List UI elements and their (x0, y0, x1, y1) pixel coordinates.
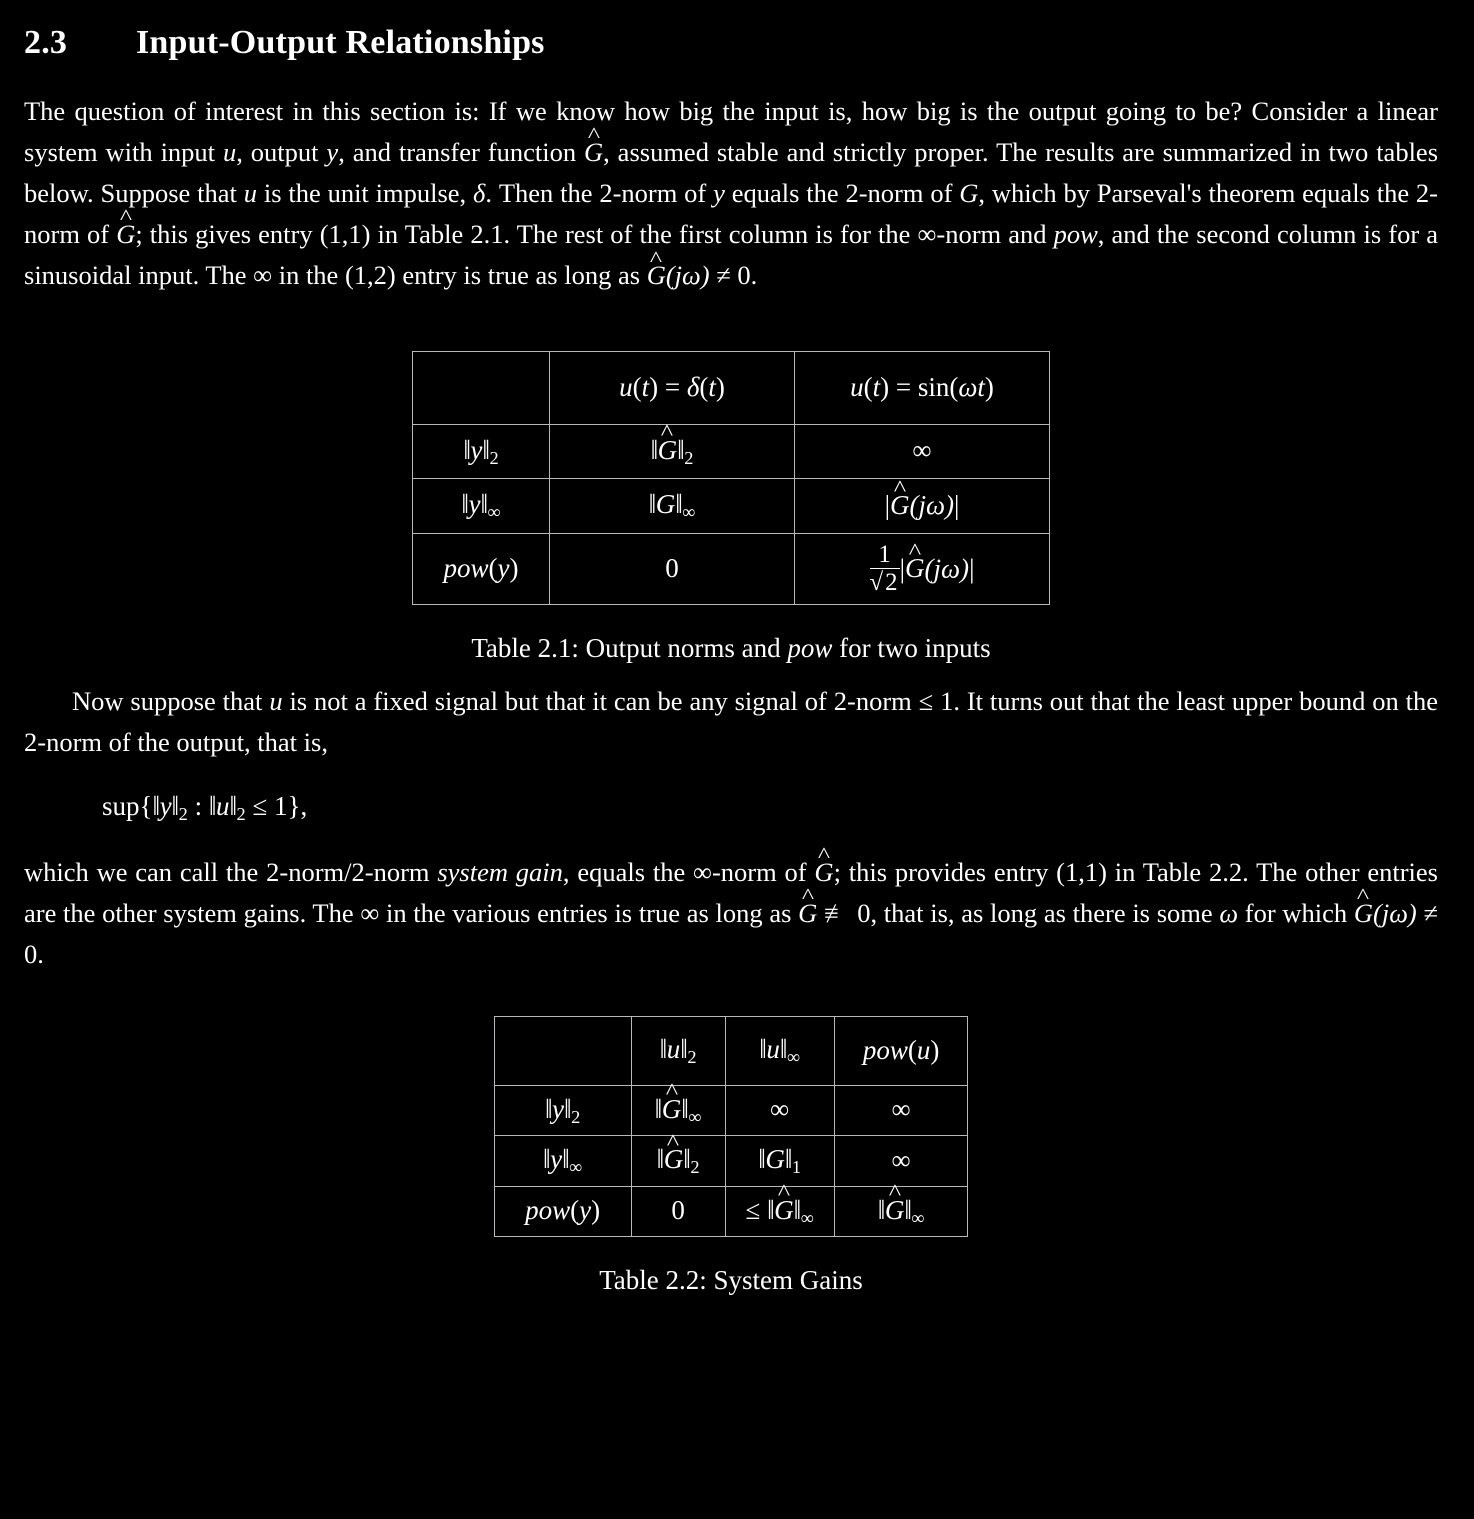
text-run: , assumed stable and strictly proper. The results are summarized in two tables below. Suppose that (24, 137, 1439, 209)
column-header-uinf: $‖u‖_\infty$ (725, 1016, 834, 1085)
symbol-infinity: ∞ (360, 898, 380, 929)
column-header-powu: pow(u) (834, 1016, 968, 1085)
table-row (413, 479, 1050, 534)
symbol-infinity: ∞ (693, 857, 712, 888)
table-2-1-caption (24, 631, 1438, 667)
row-header-powy: pow(y) (413, 533, 550, 604)
text-run: ; this provides entry (1,1) in Table 2.2. The other entries are the other system gains. The (24, 857, 1438, 929)
table-corner-cell (413, 351, 550, 424)
cell-r3c1: 0 (631, 1186, 725, 1237)
symbol-infinity: ∞ (253, 260, 273, 291)
text-run: -norm and (936, 219, 1054, 250)
table-header-row (413, 351, 1050, 424)
text-run: which we can call the 2-norm/2-norm (24, 857, 438, 888)
column-header-impulse: u(t) = δ(t) (550, 351, 795, 424)
paragraph-sup-intro (24, 681, 1438, 763)
text-run: ≠ 0. (709, 260, 758, 291)
text-run: ≠ 0. (24, 898, 1439, 970)
cell-r2c2: |G ^(jω)| (795, 479, 1050, 534)
symbol-gjw-args: (jω) (1373, 898, 1417, 929)
caption-text: Table 2.1: Output norms and (471, 632, 788, 663)
table-2-2-wrapper (24, 1016, 1438, 1238)
caption-emph: pow (787, 632, 833, 663)
cell-r3c3: ‖G $\^{}‖_\infty$ (834, 1186, 968, 1237)
text-run: , which by Parseval's theorem equals the 2-norm of (24, 178, 1438, 250)
text-run: , equals the (562, 857, 694, 888)
symbol-g-hat: G ^ (814, 852, 833, 893)
text-run: , and transfer function (338, 137, 584, 168)
text-run: ; this gives entry (1,1) in Table 2.1. The rest of the first column is for the (135, 219, 918, 250)
cell-r2c1: ‖G $\^{}‖_2$ (631, 1136, 725, 1187)
page-title (24, 20, 1438, 65)
symbol-u: u (222, 137, 237, 168)
table-row (413, 424, 1050, 479)
cell-r3c2: ≤ ‖G $\^{}‖_\infty$ (725, 1186, 834, 1237)
cell-r2c1: $‖G‖_\infty$ (550, 479, 795, 534)
row-header-y2: $‖y‖_2$ (494, 1085, 631, 1136)
text-run: The question of interest in this section is: If we know how big the input is, how big is the output going to be? Consider a linear system with input (24, 96, 1438, 168)
symbol-y: y (326, 137, 339, 168)
text-run: . Then the 2-norm of (485, 178, 714, 209)
symbol-pow: pow (1053, 219, 1098, 250)
paragraph-intro (24, 91, 1438, 296)
cell-r1c1: ‖G $\^{}‖_\infty$ (631, 1085, 725, 1136)
cell-r3c1: 0 (550, 533, 795, 604)
text-emph-system-gain: system gain (437, 857, 563, 888)
cell-r1c2: ∞ (725, 1085, 834, 1136)
column-header-u2: $‖u‖_2$ (631, 1016, 725, 1085)
text-run: ≢ 0, that is, as long as there is some (817, 898, 1220, 929)
symbol-y: y (713, 178, 725, 209)
table-2-1-wrapper (24, 351, 1438, 605)
symbol-g-hat: G ^ (1354, 893, 1373, 934)
symbol-gjw-args: (jω) (665, 260, 710, 291)
column-header-sine: u(t) = sin(ωt) (795, 351, 1050, 424)
cell-r2c2: $‖G‖_1$ (725, 1136, 834, 1187)
row-header-powy: pow(y) (494, 1186, 631, 1237)
text-run: Now suppose that (72, 685, 270, 716)
cell-r3c2: $\frac{1}{√2}$ |G ^(jω)| (795, 533, 1050, 604)
text-run: for which (1238, 898, 1354, 929)
text-run: equals the 2-norm of (724, 178, 960, 209)
table-row (494, 1085, 968, 1136)
cell-r1c3: ∞ (834, 1085, 968, 1136)
table-row (413, 533, 1050, 604)
caption-text: for two inputs (832, 632, 991, 663)
text-run: -norm of (711, 857, 815, 888)
symbol-infinity: ∞ (917, 219, 937, 250)
row-header-y2: $‖y‖_2$ (413, 424, 550, 479)
table-row (494, 1186, 968, 1237)
symbol-g: G (959, 178, 979, 209)
cell-r1c2: ∞ (795, 424, 1050, 479)
displayed-equation-sup: $sup\{‖y‖_2$ : $‖u‖_2 \le 1$}, (102, 790, 308, 824)
symbol-omega: ω (1219, 898, 1239, 929)
text-run: , output (236, 137, 327, 168)
row-header-yinf: $‖y‖_\infty$ (494, 1136, 631, 1187)
cell-r2c3: ∞ (834, 1136, 968, 1187)
table-2-1 (412, 351, 1050, 605)
symbol-g-hat: G ^ (798, 893, 817, 934)
text-run: is the unit impulse, (257, 178, 474, 209)
symbol-g-hat: G ^ (647, 255, 666, 296)
symbol-u: u (269, 685, 283, 716)
text-run: in the (1,2) entry is true as long as (272, 260, 647, 291)
section-number: 2.3 (24, 24, 68, 61)
cell-r1c1: ‖G $\^{}‖_2$ (550, 424, 795, 479)
table-2-2-caption: Table 2.2: System Gains (599, 1265, 863, 1296)
table-header-row (494, 1016, 968, 1085)
symbol-g-hat: G ^ (116, 214, 135, 255)
text-run: in the various entries is true as long as (379, 898, 799, 929)
paragraph-system-gain (24, 852, 1438, 975)
table-corner-cell (494, 1016, 631, 1085)
row-header-yinf: $‖y‖_\infty$ (413, 479, 550, 534)
text-run: , and the second column is for a sinusoidal input. The (24, 219, 1439, 291)
symbol-g-hat: G ^ (584, 132, 603, 173)
symbol-delta: δ (473, 178, 486, 209)
text-run: is not a fixed signal but that it can be any signal of 2-norm ≤ 1. It turns out that the least upper bound on the 2-norm of the output, that is, (24, 685, 1438, 757)
section-title: Input-Output Relationships (136, 24, 545, 61)
symbol-u: u (243, 178, 257, 209)
table-2-2 (494, 1016, 969, 1238)
